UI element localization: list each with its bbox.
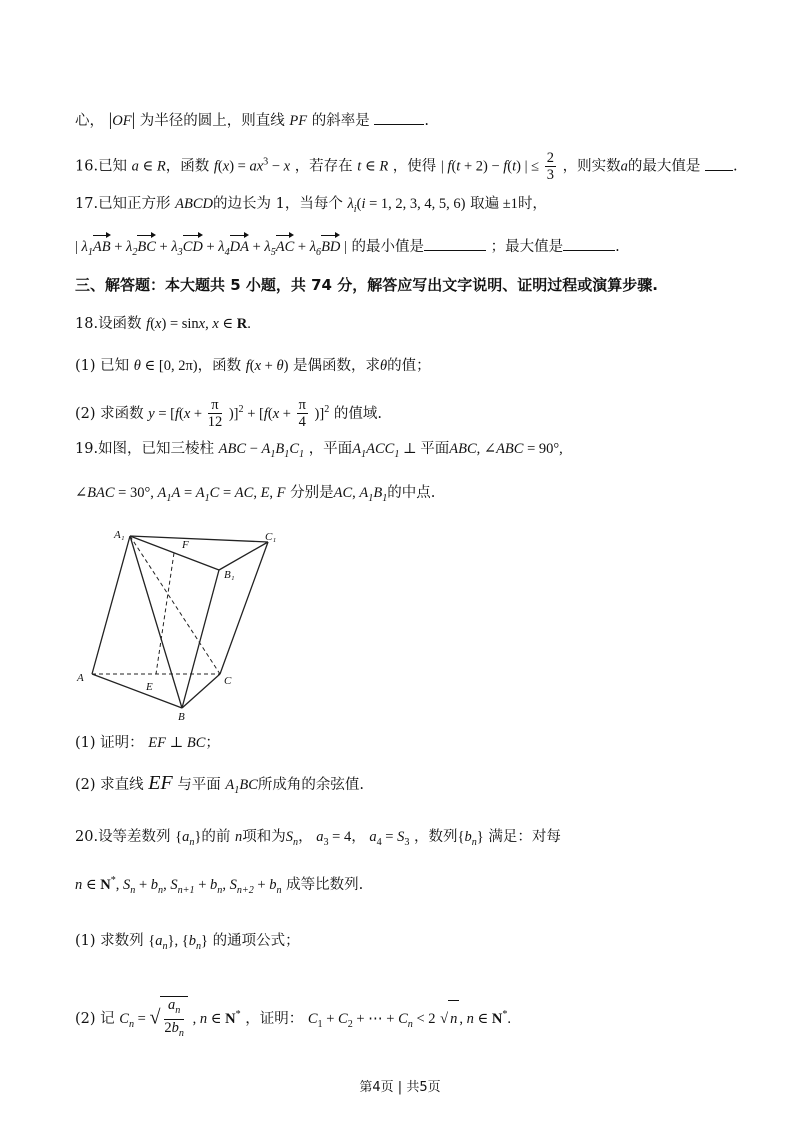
segment-ef-hidden xyxy=(156,553,174,674)
q19-part2: (2) 求直线 EF 与平面 $A_1BC$所成角的余弦值. xyxy=(75,772,364,796)
q20-line-2: n ∈ N*, $S_n + b_n$, $S_{n+1} + b_n$, $S_{n+2} + b_n$ 成等比数列. xyxy=(75,875,364,896)
q17-line-2: | $\lambda_1AB + \lambda_2BC + \lambda_3CD + \lambda_4DA + \lambda_5AC + \lambda_6BD$ | 的最小值是 ；最大值是 . xyxy=(75,236,740,264)
text: (1) 求数列 xyxy=(75,933,144,949)
text: ；最大值是 xyxy=(490,239,564,255)
question-number: 16. xyxy=(75,158,99,175)
text: 的值； xyxy=(387,358,431,374)
text: 分别是 xyxy=(290,485,334,501)
text: ，数列 xyxy=(414,829,458,845)
text: 的斜率是 xyxy=(307,113,370,129)
text: 的最小值是 xyxy=(351,239,425,255)
label-a1: A₁ xyxy=(114,529,125,541)
edge-a1b xyxy=(130,536,182,708)
q19-line-1: 19.如图，已知三棱柱 ABC − $A_1B_1C_1$ ，平面$A_1ACC_1$ ⊥ 平面ABC, ∠ABC = 90°, xyxy=(75,441,563,460)
edge-a1c1 xyxy=(130,536,268,542)
text: ，使得 xyxy=(392,158,437,175)
text: (2) 求直线 xyxy=(75,777,149,793)
text: ，证明： xyxy=(245,1010,304,1027)
section-heading: 三、解答题：本大题共 5 小题，共 74 分，解答应写出文字说明、证明过程或演算步骤. xyxy=(75,276,658,294)
question-number: 19. xyxy=(75,441,99,457)
text: ，函数 xyxy=(165,158,214,175)
text: . xyxy=(615,239,620,255)
fraction-two-thirds: $\frac{2}{3}$ xyxy=(546,150,554,183)
text: (2) 记 xyxy=(75,1010,115,1027)
answer-blank xyxy=(705,170,733,171)
label-c1: C₁ xyxy=(265,531,277,543)
prism-figure xyxy=(72,526,282,726)
edge-bc xyxy=(182,674,220,708)
label-f: F xyxy=(182,539,189,551)
text: 所成角的余弦值. xyxy=(257,777,364,793)
edge-b1b xyxy=(182,570,219,708)
text: (1) 已知 xyxy=(75,358,130,374)
q19-part1: (1) 证明： EF ⊥ BC； xyxy=(75,735,220,751)
text: 的通项公式； xyxy=(212,933,300,949)
text: (1) 证明： xyxy=(75,735,144,751)
text: 已知 xyxy=(98,158,132,175)
text: 满足：对每 xyxy=(488,829,561,845)
label-e: E xyxy=(146,681,153,693)
text: ，若存在 xyxy=(294,158,358,175)
text: 平面 xyxy=(420,441,450,457)
text: (2) 求函数 xyxy=(75,405,144,422)
fraction-pi-12: $\frac{\pi}{12}$ xyxy=(207,397,223,431)
edge-a1b1 xyxy=(130,536,219,570)
text: 与平面 xyxy=(177,777,221,793)
text: 是偶函数，求 xyxy=(293,358,381,374)
question-number: 20. xyxy=(75,829,99,845)
edge-b1c1 xyxy=(219,542,268,570)
answer-blank xyxy=(563,250,615,251)
question-number: 18. xyxy=(75,316,99,332)
text: 设函数 xyxy=(98,316,147,332)
label-c: C xyxy=(224,675,232,687)
text: 的中点. xyxy=(387,485,436,501)
answer-blank xyxy=(424,250,486,251)
q18-part1: (1) 已知 θ ∈ [0, 2π)，函数 f(x + θ) 是偶函数，求θ的值； xyxy=(75,358,431,374)
q20-part2: (2) 记 $C_n$ = √ $\frac{a_n}{2b_n}$ , n ∈ N* ，证明： $C_1 + C_2$ + ⋯ + $C_n < 2$ √ n , n ∈ N*. xyxy=(75,996,740,1043)
edge-a1a xyxy=(92,536,130,674)
text: 时， xyxy=(517,196,547,212)
text: 的前 xyxy=(201,829,231,845)
q18-part2: (2) 求函数 y = [f(x + $\frac{\pi}{12}$ )]$^2$ + [f(x + $\frac{\pi}{4}$ )]$^2$ 的值域. xyxy=(75,397,382,431)
label-b1: B₁ xyxy=(224,569,235,581)
q16-line: 16.已知 a ∈ R，函数 $f(x) = ax^3 - x$ ，若存在 t ∈ R ，使得 | f(t + 2) − f(t) | ≤ $\frac{2}{3}$ ，则实数a的最大值是 . xyxy=(75,150,738,183)
q18-line: 18.设函数 f(x) = sinx, x ∈ R. xyxy=(75,316,251,332)
text: 成等比数列. xyxy=(286,876,364,893)
text: ，则实数 xyxy=(562,158,621,175)
text: . xyxy=(732,158,738,175)
page-footer: 第4页 | 共5页 xyxy=(359,1080,441,1095)
edge-c1c xyxy=(220,542,268,674)
text: 取遍 xyxy=(470,196,500,212)
text: 如图，已知三棱柱 xyxy=(98,441,215,457)
text: 的值域. xyxy=(333,405,382,422)
question-number: 17. xyxy=(75,196,99,212)
label-b: B xyxy=(178,711,185,723)
q20-part1: (1) 求数列 $\{a_n\}$, $\{b_n\}$ 的通项公式； xyxy=(75,933,300,952)
edge-ab xyxy=(92,674,182,708)
q19-line-2: ∠BAC = 30°, $A_1A = A_1C$ = AC, E, F 分别是AC, $A_1B_1$的中点. xyxy=(75,485,436,504)
text: 设等差数列 xyxy=(98,829,171,845)
answer-blank xyxy=(374,124,424,125)
q17-line-1: 17.已知正方形 ABCD的边长为 1，当每个 $\lambda_i(i = 1$, 2, 3, 4, 5, 6) 取遍 ±1时， xyxy=(75,196,547,215)
text: 已知正方形 xyxy=(98,196,171,212)
text: 的边长为 1，当每个 xyxy=(213,196,343,212)
text: 项和为 xyxy=(242,829,286,845)
text: . xyxy=(424,113,429,129)
sqrt-expression: √ $\frac{a_n}{2b_n}$ xyxy=(149,996,188,1042)
q20-line-1: 20.设等差数列 $\{a_n\}$的前 n项和为$S_n$， $a_3 = 4$， $a_4 = S_3$ ，数列$\{b_n\}$ 满足：对每 xyxy=(75,829,561,848)
edge-a1c-hidden xyxy=(130,536,220,674)
text: ，函数 xyxy=(197,358,242,374)
q15-tail-line: 心， |OF| 为半径的圆上，则直线 PF 的斜率是 . xyxy=(75,109,429,129)
text: 心， xyxy=(75,113,104,129)
label-a: A xyxy=(77,672,84,684)
fraction-pi-4: $\frac{\pi}{4}$ xyxy=(298,397,306,431)
text: 的最大值是 xyxy=(627,158,701,175)
text: 为半径的圆上，则直线 xyxy=(139,113,290,129)
text: ，平面 xyxy=(308,441,353,457)
